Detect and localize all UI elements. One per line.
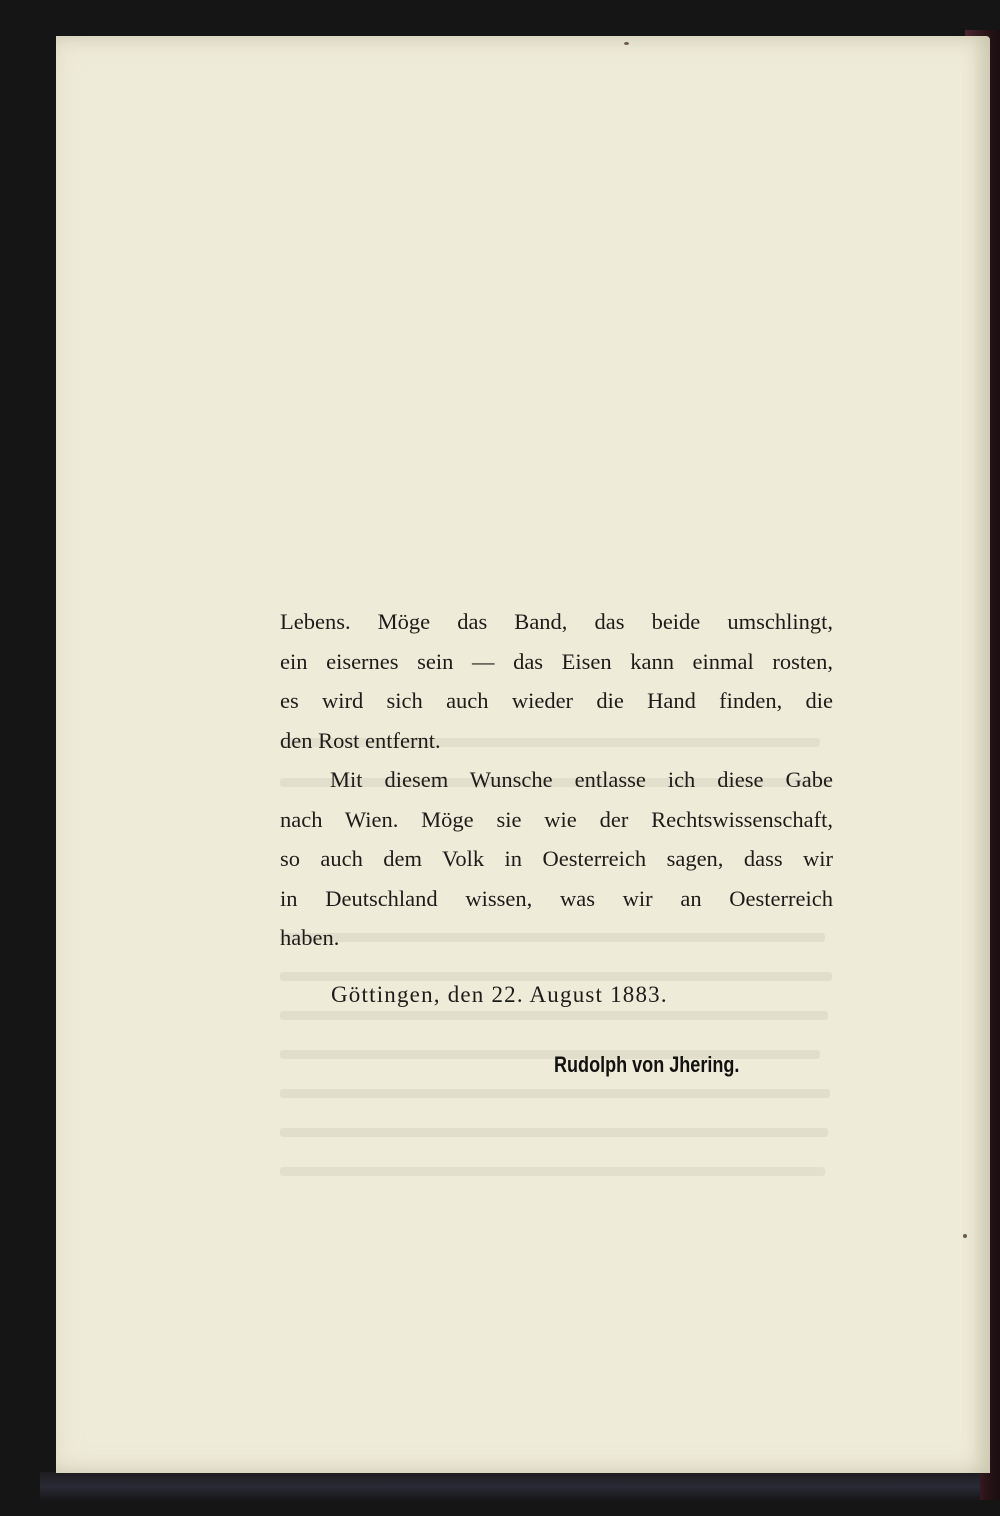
book-bottom-edge	[40, 1472, 980, 1502]
text-line: Mit diesem Wunsche entlasse ich diese Gabe	[330, 767, 833, 792]
place-date-line: Göttingen, den 22. August 1883.	[331, 982, 668, 1007]
text-line: ein eisernes sein — das Eisen kann einmal rosten,	[280, 648, 833, 674]
paper-speck	[624, 42, 629, 45]
text-line: Lebens. Möge das Band, das beide umschlingt,	[280, 609, 833, 634]
text-line: es wird sich auch wieder die Hand finden, die	[280, 688, 833, 713]
text-line: nach Wien. Möge sie wie der Rechtswissenschaft,	[280, 806, 833, 832]
paper-speck	[963, 1234, 967, 1238]
text-line: in Deutschland wissen, was wir an Oesterreich	[280, 885, 833, 911]
text-line: den Rost entfernt.	[280, 727, 441, 753]
text-line: haben.	[280, 925, 340, 950]
text-line: so auch dem Volk in Oesterreich sagen, dass wir	[280, 846, 833, 871]
author-signature: Rudolph von Jhering.	[554, 1052, 740, 1077]
body-text	[280, 602, 833, 958]
